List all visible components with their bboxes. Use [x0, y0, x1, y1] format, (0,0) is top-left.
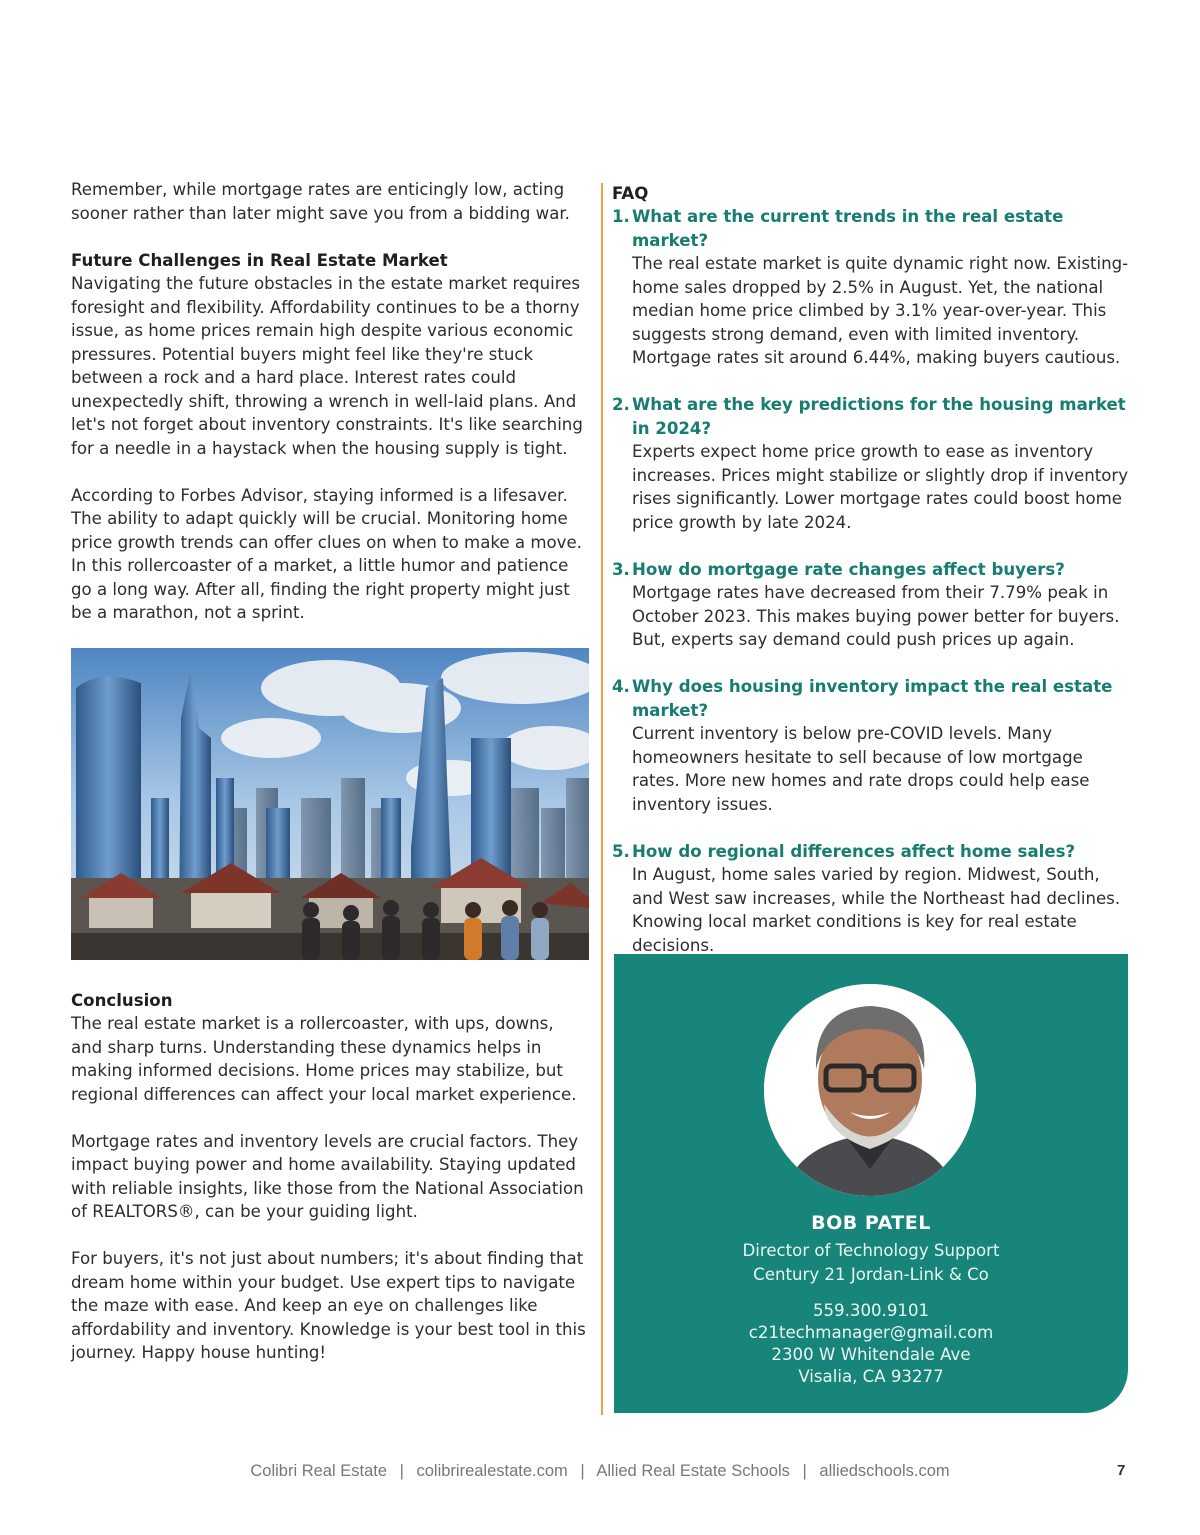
faq-question-4	[612, 675, 1132, 722]
faq-answer-1: The real estate market is quite dynamic right now. Existing-home sales dropped by 2.5% in August. Yet, the national median home price climbed by 3.1% year-over-year. This suggests strong demand, even with limited inventory. Mortgage rates sit around 6.44%, making buyers cautious.	[632, 254, 1129, 367]
footer-brand: Colibri Real Estate	[250, 1462, 387, 1480]
agent-phone[interactable]: 559.300.9101	[812, 1301, 930, 1320]
page-footer	[0, 1462, 1200, 1481]
faq-title: FAQ	[612, 184, 649, 203]
city-skyline-photo	[71, 648, 589, 960]
column-divider	[601, 183, 603, 1415]
agent-contact-card	[614, 954, 1128, 1413]
agent-company: Century 21 Jordan-Link & Co	[753, 1265, 989, 1284]
faq-question-5	[612, 840, 1132, 864]
faq-question-text-3: How do mortgage rate changes affect buyers?	[632, 559, 1065, 579]
challenges-paragraph-2: According to Forbes Advisor, staying informed is a lifesaver. The ability to adapt quickly will be crucial. Monitoring home price growth trends can offer clues on when to make a move. In this rollercoaster of a market, a little humor and patience go a long way. After all, finding the right property might just be a marathon, not a sprint.	[71, 485, 582, 622]
footer-separator: |	[580, 1462, 585, 1480]
conclusion-paragraph-2: Mortgage rates and inventory levels are crucial factors. They impact buying power and home availability. Staying updated with reliable insights, like those from the National Association of REALTORS®, can be your guiding light.	[71, 1131, 584, 1221]
avatar	[764, 984, 976, 1196]
faq-answer-2: Experts expect home price growth to ease as inventory increases. Prices might stabilize or slightly drop if inventory rises significantly. Lower mortgage rates could boost home price growth by late 2024.	[632, 442, 1129, 532]
footer-allied: Allied Real Estate Schools	[596, 1462, 790, 1480]
faq-question-text-2: What are the key predictions for the housing market in 2024?	[632, 395, 1126, 438]
footer-link-colibri[interactable]: colibrirealestate.com	[416, 1462, 568, 1480]
faq-question-text-1: What are the current trends in the real estate market?	[632, 207, 1064, 250]
agent-address-line-1: 2300 W Whitendale Ave	[771, 1345, 971, 1364]
page-number: 7	[1117, 1462, 1126, 1479]
faq-section	[612, 182, 1132, 957]
faq-number-1: 1.	[612, 207, 630, 226]
footer-link-allied[interactable]: alliedschools.com	[819, 1462, 950, 1480]
agent-name: BOB PATEL	[811, 1212, 931, 1234]
agent-title: Director of Technology Support	[742, 1241, 1000, 1260]
faq-question-1	[612, 205, 1132, 252]
conclusion-paragraph-1: The real estate market is a rollercoaster, with ups, downs, and sharp turns. Understanding these dynamics helps in making informed decisions. Home prices may stabilize, but regional differences can affect your local market experience.	[71, 1014, 577, 1104]
faq-answer-3: Mortgage rates have decreased from their 7.79% peak in October 2023. This makes buying power better for buyers. But, experts say demand could push prices up again.	[632, 583, 1120, 649]
faq-number-2: 2.	[612, 395, 630, 414]
faq-question-3	[612, 558, 1132, 582]
faq-number-4: 4.	[612, 677, 630, 696]
challenges-paragraph-1: Navigating the future obstacles in the estate market requires foresight and flexibility. Affordability continues to be a thorny issue, as home prices remain high despite various economic pressures. Potential buyers might feel like they're stuck between a rock and a hard place. Interest rates could unexpectedly shift, throwing a wrench in well-laid plans. And let's not forget about inventory constraints. It's like searching for a needle in a haystack when the housing supply is tight.	[71, 274, 583, 458]
faq-answer-5: In August, home sales varied by region. Midwest, South, and West saw increases, while the Northeast had declines. Knowing local market conditions is key for real estate decisions.	[632, 865, 1121, 955]
left-column	[71, 178, 589, 1365]
footer-separator: |	[399, 1462, 404, 1480]
challenges-heading: Future Challenges in Real Estate Market	[71, 250, 448, 270]
footer-separator: |	[802, 1462, 807, 1480]
faq-question-text-4: Why does housing inventory impact the real estate market?	[632, 677, 1113, 720]
faq-number-3: 3.	[612, 559, 630, 579]
agent-email[interactable]: c21techmanager@gmail.com	[748, 1323, 994, 1342]
faq-question-2	[612, 393, 1132, 440]
faq-number-5: 5.	[612, 841, 630, 861]
faq-question-text-5: How do regional differences affect home sales?	[632, 841, 1076, 861]
intro-paragraph: Remember, while mortgage rates are enticingly low, acting sooner rather than later might save you from a bidding war.	[71, 180, 570, 223]
faq-answer-4: Current inventory is below pre-COVID levels. Many homeowners hesitate to sell because of low mortgage rates. More new homes and rate drops could help ease inventory issues.	[632, 724, 1090, 814]
conclusion-heading: Conclusion	[71, 990, 173, 1010]
agent-address-line-2: Visalia, CA 93277	[798, 1367, 944, 1386]
conclusion-paragraph-3: For buyers, it's not just about numbers; it's about finding that dream home within your budget. Use expert tips to navigate the maze with ease. And keep an eye on challenges like affordability and inventory. Knowledge is your best tool in this journey. Happy house hunting!	[71, 1249, 586, 1362]
